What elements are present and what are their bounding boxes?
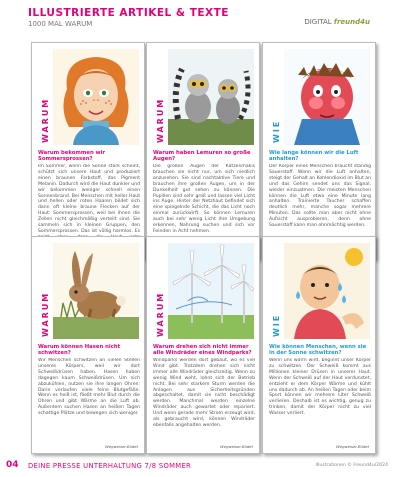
article-card [31,236,145,454]
wind-turbines-illustration [168,243,254,339]
card-source: Wegweiser-Bildet [336,444,369,449]
card-question: Wie können Menschen, wenn sie in der Sonne schwitzen? [269,344,367,357]
card-answer: Die großen Augen der Katzenmakis brauchen sie nicht nur, um sich niedlich anzusehen. Sie sind nachtaktive Tiere und brauchen ihre großen Augen, um in der Dunkelheit gut sehen zu können. Die Pupillen sind sehr groß und lassen viel Licht ins Auge. Hinter der Netzhaut befindet sich eine spiegelnde Schicht, die das Licht noch einmal zurückwirft. So können Lemuren auch bei sehr wenig Licht ihre Umgebung erkennen, Nahrung suchen und sich vor Feinden in Acht nehmen. [153,164,255,234]
article-card [262,42,376,260]
lemur-illustration [168,49,254,145]
card-category: WIE [272,313,281,337]
card-question: Warum drehen sich nicht immer alle Windräder eines Windparks? [153,344,252,357]
page-number: 04 [6,460,19,470]
card-category: WARUM [156,291,165,337]
article-card [146,42,260,260]
card-answer: Der Körper eines Menschen braucht ständig Sauerstoff. Wenn wir die Luft anhalten, steigt der Gehalt an Kohlendioxid im Blut an und das Gehirn sendet uns das Signal, wieder einzuatmen. Die meisten Menschen können die Luft etwa eine Minute lang anhalten. Trainierte Taucher schaffen deutlich mehr, manche sogar mehrere Minuten. Das sollte man aber nicht ohne Aufsicht ausprobieren, denn ohne Sauerstoff kann man ohnmächtig werden. [269,164,371,229]
article-card [262,236,376,454]
card-source: Wegweiser-Bildet [220,444,253,449]
card-answer: Windparks werden dort gebaut, wo es viel Wind gibt. Trotzdem drehen sich nicht immer alle Windräder gleichzeitig. Wenn zu wenig Wind weht, lohnt sich der Betrieb nicht. Bei sehr starkem Sturm werden die Anlagen aus Sicherheitsgründen abgeschaltet, damit sie nicht beschädigt werden. Manchmal werden einzelne Windräder auch gewartet oder repariert. Und wenn gerade mehr Strom erzeugt wird, als gebraucht wird, können Windräder ebenfalls angehalten werden. [153,358,255,428]
boy-breath-illustration [284,49,370,145]
card-category: WIE [272,119,281,143]
hare-illustration [53,243,139,339]
brand-logo [304,18,370,26]
card-category: WARUM [41,291,50,337]
page-header [0,0,400,40]
article-card [146,236,260,454]
card-answer: Im Sommer, wenn die Sonne stark scheint, schützt sich unsere Haut und produziert einen braunen Farbstoff, das Pigment Melanin. Dadurch wird die Haut dunkler und wir bekommen weniger schnell einen Sonnenbrand. Bei Menschen mit heller Haut und hellen oder roten Haaren bildet sich dann oft kleine braune Flecken auf der Haut: Sommersprossen, weil bei ihnen die Zellen nicht gleichmäßig verteilt sind. Sie sammeln sich in kleinen Gruppen, den Sommersprossen. Das ist völlig harmlos. Es [38,164,140,234]
card-question: Warum können Hasen nicht schwitzen? [38,344,121,357]
card-question: Warum haben Lemuren so große Augen? [153,150,251,163]
illustration-credit: Illustrationen © Freund4u/2024 [315,463,388,468]
card-category: WARUM [41,97,50,143]
magazine-issue: DEINE PRESSE UNTERHALTUNG 7/8 SOMMER [28,462,192,470]
brand-name: freund4u [333,18,370,26]
card-question: Warum bekommen wir Sommersprossen? [38,150,105,163]
card-answer: Wenn uns warm wird, beginnt unser Körper zu schwitzen. Der Schweiß kommt aus Millionen kleiner Drüsen in unserer Haut. Wenn der Schweiß auf der Haut verdunstet, entzieht er dem Körper Wärme und kühlt uns dadurch ab. An heißen Tagen oder beim Sport können wir mehrere Liter Schweiß verlieren. Deshalb ist es wichtig, genug zu trinken, damit der Körper nicht zu viel Wasser verliert. [269,358,371,417]
section-title: ILLUSTRIERTE ARTIKEL & TEXTE [28,7,229,19]
sweating-person-illustration [284,243,370,339]
card-answer: Wir Menschen schwitzen an vielen Stellen unseres Körpers, weil wir dort Schweißdrüsen haben. Hasen haben dagegen kaum Schweißdrüsen. Um sich abzukühlen, nutzen sie ihre langen Ohren: Darin verlaufen viele feine Blutgefäße. Wenn es heiß ist, fließt mehr Blut durch die Ohren und gibt Wärme an die Luft ab. Außerdem suchen Hasen an heißen Tagen schattige Plätze und bewegen sich weniger. [38,358,140,417]
card-source: Wegweiser-Bildet [105,444,138,449]
brand-prefix: DIGITAL [304,18,332,26]
article-card [31,42,145,260]
section-subtitle: 1000 MAL WARUM [28,20,93,28]
girl-freckles-illustration [53,49,139,145]
card-category: WARUM [156,97,165,143]
card-question: Wie lange können wir die Luft anhalten? [269,150,359,163]
